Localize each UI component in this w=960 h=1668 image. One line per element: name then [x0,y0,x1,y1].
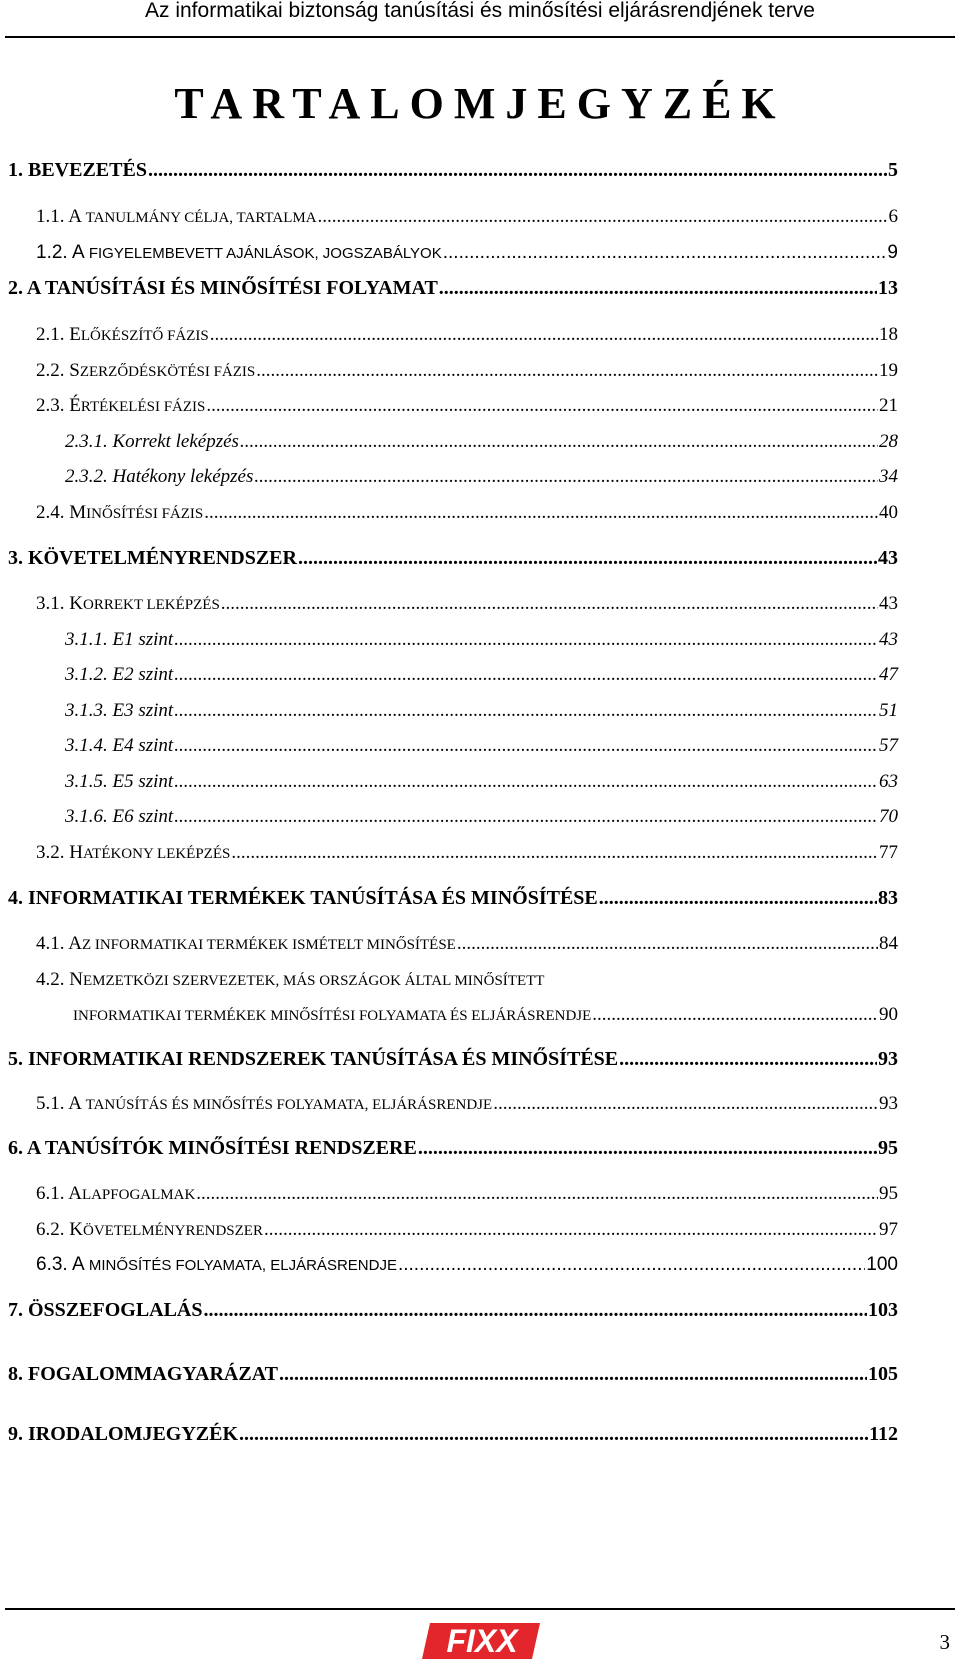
toc-entry-initial: A [71,1254,84,1275]
toc-entry-number: 2.3.2. [65,466,108,487]
toc-entry[interactable] [0,1085,898,1115]
toc-entry-number: 1.2. [36,242,68,263]
toc-entry[interactable] [0,540,898,570]
toc-entry-text: E5 szint [112,771,174,792]
toc-entry-text: INFORMATIKAI RENDSZEREK TANÚSÍTÁSA ÉS MINŐSÍTÉSE [28,1048,619,1070]
toc-entry-text: INFORMATIKAI TERMÉKEK TANÚSÍTÁSA ÉS MINŐSÍTÉSE [28,887,598,909]
toc-entry-label [36,842,230,864]
toc-entry-initial: A [68,206,81,227]
toc-entry[interactable] [0,880,898,910]
toc-entry[interactable] [0,198,898,228]
toc-entry[interactable] [0,1041,898,1071]
toc-entry-text: TANULMÁNY CÉLJA, TARTALMA [85,210,317,226]
toc-entry-number: 1. [8,159,23,181]
toc-entry-page: 28 [879,431,898,452]
toc-entry-label [65,806,173,828]
toc-entry[interactable] [0,656,898,686]
toc-entry-number: 4.2. [36,969,65,990]
toc-entry-initial: E [69,324,81,345]
toc-entry-label [65,431,239,453]
toc-entry-number: 2.3.1. [65,431,108,452]
toc-entry-label [36,1219,263,1241]
toc-entry-number: 3.1.5. [65,771,108,792]
toc-entry-page: 19 [879,360,898,381]
toc-entry[interactable] [0,763,898,793]
toc-entry-text: E2 szint [112,664,174,685]
toc-entry[interactable] [0,458,898,488]
toc-entry-text: ORREKT LEKÉPZÉS [82,597,220,613]
toc-entry-number: 5. [8,1048,23,1070]
toc-leader-dots [239,1423,868,1446]
toc-entry-number: 2.4. [36,502,65,523]
toc-leader-dots [204,1299,867,1322]
toc-entry[interactable] [0,692,898,722]
toc-entry-page: 6 [888,206,898,227]
toc-entry[interactable] [0,152,898,182]
toc-entry-label [73,1004,591,1026]
toc-leader-dots [439,277,877,300]
toc-entry-text: LŐKÉSZÍTŐ FÁZIS [80,328,209,344]
toc-entry-page: 43 [879,629,898,650]
toc-entry-label [36,242,442,264]
toc-entry[interactable] [0,834,898,864]
toc-entry-label [36,1254,397,1276]
toc-leader-dots [256,360,878,382]
toc-entry-text: EMZETKÖZI SZERVEZETEK, MÁS ORSZÁGOK ÁLTAL MINŐSÍTETT [82,973,545,989]
toc-entry-initial: M [69,502,87,523]
toc-leader-dots [599,887,877,910]
toc-entry-number: 8. [8,1363,23,1385]
toc-entry-number: 6.3. [36,1254,68,1275]
toc-entry-text: BEVEZETÉS [28,159,147,181]
toc-entry-number: 4.1. [36,933,65,954]
toc-entry-page: 21 [879,395,898,416]
toc-entry-text: ZERZŐDÉSKÖTÉSI FÁZIS [79,364,256,380]
toc-entry-number: 4. [8,887,23,909]
toc-entry[interactable] [0,423,898,453]
toc-leader-dots [240,431,878,453]
toc-entry-page: 95 [878,1137,898,1159]
toc-entry-text: KÖVETELMÉNYRENDSZER [28,547,297,569]
toc-entry-text: MINŐSÍTÉS FOLYAMATA, ELJÁRÁSRENDJE [88,1257,397,1274]
toc-entry-label [65,735,173,757]
toc-entry-number: 6. [8,1137,23,1159]
toc-entry[interactable] [0,961,898,991]
toc-title: TARTALOMJEGYZÉK [174,79,786,128]
toc-entry-text: E1 szint [112,629,174,650]
toc-entry[interactable] [0,316,898,346]
toc-entry-text: IRODALOMJEGYZÉK [28,1423,239,1445]
toc-entry[interactable] [0,1356,898,1386]
toc-leader-dots [174,771,878,793]
toc-entry-page: 40 [879,502,898,523]
toc-entry-text: E6 szint [112,806,174,827]
toc-entry-label [36,360,255,382]
toc-leader-dots [148,159,887,182]
page-number: 3 [939,1630,950,1654]
toc-entry-number: 2.2. [36,360,65,381]
toc-entry[interactable] [0,352,898,382]
toc-leader-dots [457,933,878,955]
toc-entry-number: 6.2. [36,1219,65,1240]
toc-entry-page: 97 [879,1219,898,1240]
toc-leader-dots [174,664,878,686]
toc-entry-page: 103 [868,1299,898,1321]
toc-entry-initial: A [68,933,82,954]
toc-entry-text: A TANÚSÍTÁSI ÉS MINŐSÍTÉSI FOLYAMAT [26,277,438,299]
toc-entry-page: 63 [879,771,898,792]
toc-entry-number: 7. [8,1299,23,1321]
toc-entry[interactable] [0,1416,898,1446]
toc-entry-page: 83 [878,887,898,909]
toc-entry-text: INŐSÍTÉSI FÁZIS [86,506,204,522]
toc-leader-dots [592,1004,878,1026]
toc-entry[interactable] [0,585,898,615]
toc-leader-dots [493,1093,878,1115]
toc-entry-page: 84 [879,933,898,954]
toc-entry-number: 3.1. [36,593,65,614]
toc-entry-initial: A [68,1093,81,1114]
toc-entry-label [36,206,317,228]
toc-entry[interactable] [0,1211,898,1241]
toc-entry-label [36,593,220,615]
toc-entry-number: 9. [8,1423,23,1445]
toc-entry-initial: S [69,360,80,381]
toc-entry-initial: A [68,1183,82,1204]
fixx-logo [420,1617,544,1663]
toc-entry-label [8,1137,417,1160]
toc-entry-label [8,277,438,300]
toc-entry-text: E4 szint [112,735,174,756]
toc-entry-text: Z INFORMATIKAI TERMÉKEK ISMÉTELT MINŐSÍTÉSE [81,937,456,953]
toc-entry-text: TANÚSÍTÁS ÉS MINŐSÍTÉS FOLYAMATA, ELJÁRÁSRENDJE [85,1097,493,1113]
toc-entry-number: 3. [8,547,23,569]
toc-entry-initial: K [69,1219,83,1240]
toc-entry-page: 77 [879,842,898,863]
toc-leader-dots [619,1048,877,1071]
toc-entry-number: 2. [8,277,23,299]
toc-entry-page: 95 [879,1183,898,1204]
running-header: Az informatikai biztonság tanúsítási és minősítési eljárásrendjének terve [145,0,815,22]
toc-entry-number: 1.1. [36,206,65,227]
toc-entry-label [65,700,173,722]
toc-entry-label [36,395,205,417]
footer-rule [5,1608,955,1610]
toc-entry-page: 13 [878,277,898,299]
toc-entry-number: 3.2. [36,842,65,863]
toc-entry-label [8,1423,238,1446]
toc-entry-page: 105 [868,1363,898,1385]
toc-leader-dots [174,735,878,757]
toc-leader-dots [196,1183,878,1205]
toc-entry-text: Hatékony leképzés [112,466,254,487]
toc-entry-number: 3.1.1. [65,629,108,650]
toc-entry[interactable] [0,270,898,300]
toc-entry[interactable] [0,234,898,264]
toc-entry-text: FOGALOMMAGYARÁZAT [28,1363,278,1385]
toc-entry-text: E3 szint [112,700,174,721]
toc-entry-page: 43 [878,547,898,569]
toc-entry[interactable] [0,727,898,757]
toc-entry-initial: K [69,593,83,614]
toc-entry-initial: A [71,242,84,263]
toc-entry-label [65,629,173,651]
toc-entry-label [8,547,297,570]
toc-entry-initial: H [69,842,83,863]
toc-entry-label [36,1183,195,1205]
toc-entry-initial: N [69,969,83,990]
toc-entry-label [65,664,173,686]
toc-entry-page: 47 [879,664,898,685]
toc-entry-label [65,466,253,488]
toc-entry-number: 2.3. [36,395,65,416]
toc-entry-page: 93 [878,1048,898,1070]
toc-entry-text: ÖVETELMÉNYRENDSZER [82,1223,263,1239]
toc-entry-page: 57 [879,735,898,756]
toc-entry-text: ATÉKONY LEKÉPZÉS [82,846,231,862]
toc-entry-text: INFORMATIKAI TERMÉKEK MINŐSÍTÉSI FOLYAMATA ÉS ELJÁRÁSRENDJE [73,1008,592,1024]
toc-leader-dots [443,242,887,264]
toc-leader-dots [318,206,888,228]
toc-leader-dots [279,1363,867,1386]
toc-entry-label [8,159,147,182]
toc-entry-text: A TANÚSÍTÓK MINŐSÍTÉSI RENDSZERE [26,1137,417,1159]
toc-entry-label [36,324,209,346]
header-rule [5,36,955,38]
toc-leader-dots [204,502,878,524]
toc-entry[interactable] [0,494,898,524]
toc-leader-dots [221,593,878,615]
toc-entry-page: 51 [879,700,898,721]
toc-entry-page: 43 [879,593,898,614]
toc-entry-number: 6.1. [36,1183,65,1204]
toc-entry-label [8,887,598,910]
toc-entry-initial: É [69,395,81,416]
toc-entry-number: 3.1.6. [65,806,108,827]
toc-entry-label [8,1363,278,1386]
toc-entry[interactable] [0,621,898,651]
toc-entry-page: 90 [879,1004,898,1025]
toc-entry-page: 9 [887,242,898,263]
toc-entry-label [36,1093,492,1115]
toc-entry-number: 5.1. [36,1093,65,1114]
toc-entry[interactable] [0,1246,898,1276]
toc-leader-dots [174,700,878,722]
toc-entry-page: 18 [879,324,898,345]
toc-entry[interactable] [0,798,898,828]
toc-entry-page: 100 [866,1254,898,1275]
toc-entry[interactable] [0,1130,898,1160]
toc-entry-page: 112 [869,1423,898,1445]
toc-entry-label [36,969,544,991]
toc-entry-page: 70 [879,806,898,827]
toc-leader-dots [174,806,878,828]
toc-leader-dots [174,629,878,651]
toc-entry-text: ÖSSZEFOGLALÁS [28,1299,203,1321]
toc-entry-number: 3.1.4. [65,735,108,756]
logo-text: FIXX [446,1623,518,1659]
toc-entry-page: 93 [879,1093,898,1114]
toc-leader-dots [210,324,878,346]
toc-leader-dots [231,842,878,864]
toc-entry-label [8,1299,203,1322]
toc-leader-dots [398,1254,865,1276]
toc-entry[interactable] [0,925,898,955]
toc-leader-dots [418,1137,877,1160]
toc-leader-dots [298,547,877,570]
toc-entry-page: 34 [879,466,898,487]
toc-entry[interactable] [0,1175,898,1205]
toc-entry-text: LAPFOGALMAK [81,1187,196,1203]
toc-entry[interactable] [0,387,898,417]
toc-entry-label [8,1048,618,1071]
toc-entry[interactable] [0,996,898,1026]
toc-leader-dots [264,1219,878,1241]
toc-entry-label [65,771,173,793]
toc-entry-label [36,502,203,524]
toc-entry-text: RTÉKELÉSI FÁZIS [80,399,206,415]
toc-entry-label [36,933,456,955]
toc-entry-number: 2.1. [36,324,65,345]
toc-entry-number: 3.1.3. [65,700,108,721]
toc-entry-page: 5 [888,159,898,181]
toc-leader-dots [254,466,878,488]
toc-entry-number: 3.1.2. [65,664,108,685]
toc-entry-text: FIGYELEMBEVETT AJÁNLÁSOK, JOGSZABÁLYOK [88,245,442,262]
toc-entry-text: Korrekt leképzés [112,431,239,452]
toc-leader-dots [206,395,878,417]
toc-entry[interactable] [0,1292,898,1322]
